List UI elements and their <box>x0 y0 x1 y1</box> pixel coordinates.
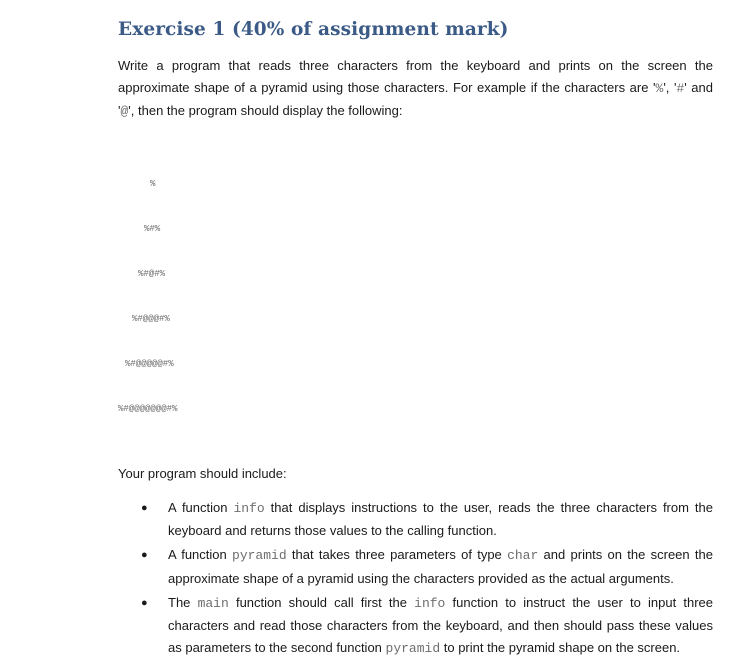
req-text: that takes three parameters of type <box>286 547 508 563</box>
pyramid-line: %#@@@#% <box>132 314 170 324</box>
char-example-3: @ <box>120 104 129 119</box>
requirement-item-pyramid <box>118 544 713 589</box>
requirements-list <box>118 497 713 660</box>
req-code: pyramid <box>385 641 441 657</box>
req-code: pyramid <box>232 548 287 564</box>
intro-text-3: ' and ' <box>118 80 713 118</box>
req-text: that displays instructions to the user, reads the three characters from the keyboard and returns those values to the calling function. <box>168 500 713 539</box>
req-text: and prints on the screen the approximate shape of a pyramid using the characters provided as the actual arguments. <box>168 547 713 586</box>
req-text: to print the pyramid shape on the screen. <box>440 640 681 656</box>
req-text: The <box>168 594 198 610</box>
char-example-2: # <box>676 81 685 96</box>
exercise-document <box>118 14 713 662</box>
req-text: function to instruct the user to input three characters and read those characters from the keyboard, and then should pass these values as parameters to the second function <box>168 594 714 656</box>
req-text: A function <box>168 500 234 515</box>
bullet-icon: ● <box>141 549 148 562</box>
req-code: info <box>414 595 446 611</box>
req-code: info <box>233 501 265 516</box>
bullet-icon: ● <box>141 502 148 514</box>
pyramid-line: % <box>150 179 156 189</box>
pyramid-line: %#@#% <box>138 269 166 279</box>
intro-text-4: ', then the program should display the following: <box>128 103 403 118</box>
intro-text-1: Write a program that reads three characters from the keyboard and prints on the screen the approximate shape of a pyramid using those characters. For example if the characters are ' <box>118 58 713 95</box>
exercise-title: Exercise 1 (40% of assignment mark) <box>118 19 509 40</box>
pyramid-line: %#% <box>144 224 161 234</box>
include-heading: Your program should include: <box>118 466 287 481</box>
pyramid-line: %#@@@@@@@#% <box>118 404 178 414</box>
pyramid-example <box>118 147 713 447</box>
char-example-1: % <box>655 81 664 96</box>
intro-text-2: ', ' <box>663 80 677 95</box>
requirement-item-main <box>118 592 713 661</box>
req-text: function should call first the <box>228 594 415 610</box>
intro-paragraph <box>118 55 713 123</box>
req-text: A function <box>168 547 233 563</box>
req-code: main <box>197 595 229 611</box>
pyramid-line: %#@@@@@#% <box>125 359 174 369</box>
req-code: char <box>507 548 539 564</box>
bullet-icon: ● <box>141 596 148 609</box>
requirement-item-info <box>118 497 713 542</box>
